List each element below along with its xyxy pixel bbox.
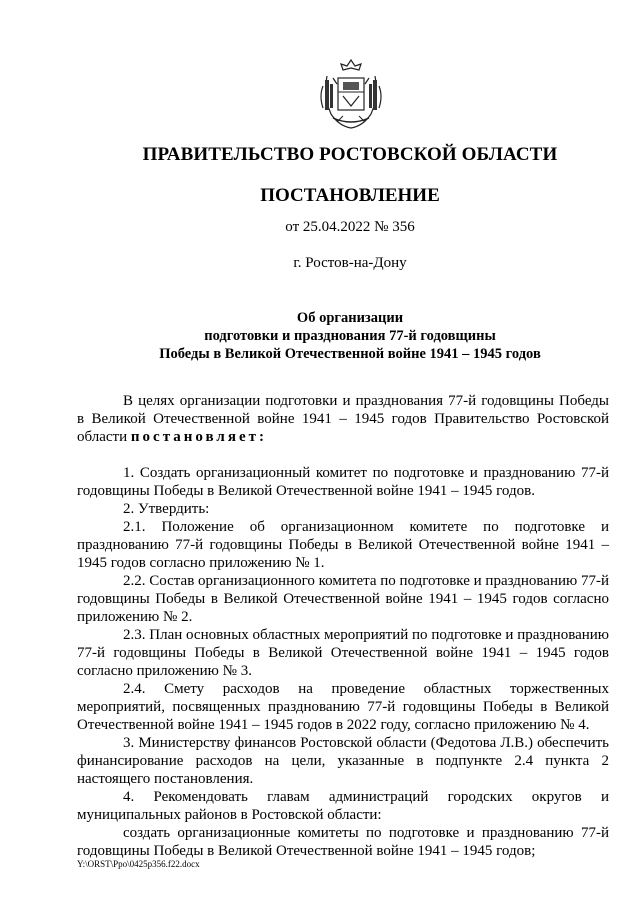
preamble-text: В целях организации подготовки и празднования 77-й годовщины Победы в Великой Отечественной войне 1941 – 1945 годов Правительство Ростовской области: [77, 393, 609, 445]
city-name: г. Ростов-на-Дону: [293, 255, 407, 271]
item-1: 1. Создать организационный комитет по подготовке и празднованию 77-й годовщины Победы в Великой Отечественной войне 1941 – 1945 годов.: [77, 465, 609, 499]
document-subject: [90, 309, 610, 363]
file-path-footer: Y:\ORST\Ppo\0425p356.f22.docx: [77, 859, 200, 869]
item-2-4: 2.4. Смету расходов на проведение областных торжественных мероприятий, посвященных празднованию 77-й годовщины Победы в Великой Отечественной войне 1941 – 1945 годов в 2022 году, согласно приложению № 4.: [77, 681, 609, 733]
preamble-paragraph: [77, 392, 609, 446]
preamble-keyword: постановляет:: [130, 429, 267, 445]
item-4: 4. Рекомендовать главам администраций городских округов и муниципальных районов в Ростовской области:: [77, 789, 609, 823]
item-2-2: 2.2. Состав организационного комитета по подготовке и празднованию 77-й годовщины Победы в Великой Отечественной войне 1941 – 1945 годов согласно приложению № 2.: [77, 573, 609, 625]
subject-line-1: Об организации: [296, 310, 404, 326]
item-3: 3. Министерству финансов Ростовской области (Федотова Л.В.) обеспечить финансирование расходов на цели, указанные в подпункте 2.4 пункта 2 настоящего постановления.: [77, 735, 609, 787]
subject-line-2: подготовки и празднования 77-й годовщины: [204, 328, 496, 344]
item-2: 2. Утвердить:: [123, 501, 210, 517]
document-type-title: ПОСТАНОВЛЕНИЕ: [260, 185, 440, 206]
government-title: ПРАВИТЕЛЬСТВО РОСТОВСКОЙ ОБЛАСТИ: [142, 144, 558, 165]
item-4-text: создать организационные комитеты по подготовке и празднованию 77-й годовщины Победы в Великой Отечественной войне 1941 – 1945 годов;: [77, 825, 609, 859]
subject-line-3: Победы в Великой Отечественной войне 1941 – 1945 годов: [159, 346, 541, 362]
coat-of-arms-icon: [313, 56, 389, 132]
item-2-1: 2.1. Положение об организационном комитете по подготовке и празднованию 77-й годовщины Победы в Великой Отечественной войне 1941 – 1945 годов согласно приложению № 1.: [77, 519, 609, 571]
item-2-3: 2.3. План основных областных мероприятий по подготовке и празднованию 77-й годовщины Победы в Великой Отечественной войне 1941 – 1945 годов согласно приложению № 3.: [77, 627, 609, 679]
date-and-number: от 25.04.2022 № 356: [285, 219, 415, 235]
document-body: [77, 392, 609, 860]
